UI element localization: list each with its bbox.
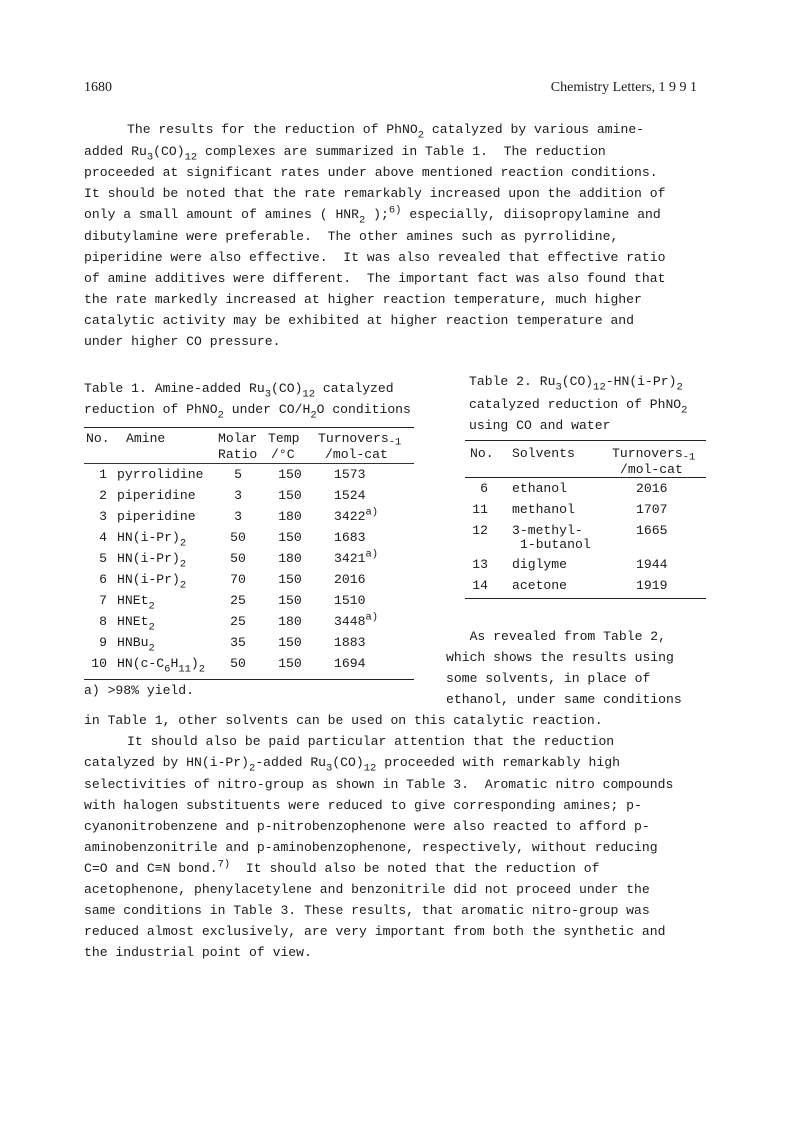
- column-header-solvents: Solvents: [512, 446, 575, 461]
- paragraph-line: ethanol, under same conditions: [446, 692, 682, 707]
- column-header-temp-unit: /°C: [271, 447, 295, 462]
- table-cell-no: 11: [472, 502, 488, 517]
- paragraph-line: of amine additives were different. The important fact was also found that: [84, 271, 666, 286]
- paragraph-line: the rate markedly increased at higher reaction temperature, much higher: [84, 292, 642, 307]
- table-cell-ratio: 50: [230, 551, 246, 566]
- paragraph-line: piperidine were also effective. It was also revealed that effective ratio: [84, 250, 666, 265]
- table-1-caption: reduction of PhNO$_2$ under $CO/H_2O$ conditions: [84, 402, 411, 422]
- paragraph-line: dibutylamine were preferable. The other amines such as pyrrolidine,: [84, 229, 619, 244]
- paragraph-line: catalyzed by $HN(i-Pr)_2$-added $Ru_3(CO)_{12}$ proceeded with remarkably high: [84, 755, 620, 775]
- table-cell-turnovers: 1665: [636, 523, 668, 538]
- table-cell-no: 12: [472, 523, 488, 538]
- table-cell-temp: 180: [278, 551, 302, 566]
- table-2-caption: catalyzed reduction of PhNO$_2$: [469, 397, 688, 417]
- page-number: 1680: [84, 80, 112, 95]
- table-cell-amine: $HN(i-Pr)_2$: [117, 530, 187, 550]
- table-cell-temp: 150: [278, 656, 302, 671]
- column-header-temp: Temp: [268, 431, 300, 446]
- table-2-bottom-rule: [465, 598, 706, 599]
- table-1-header-rule: [84, 463, 414, 464]
- table-cell-ratio: 25: [230, 593, 246, 608]
- table-cell-no: 8: [99, 614, 107, 629]
- table-cell-amine: $HN(i-Pr)_2$: [117, 572, 187, 592]
- table-cell-temp: 150: [278, 530, 302, 545]
- column-header-no: No.: [470, 446, 494, 461]
- column-header-turnovers: Turnovers$_{-1}$: [612, 446, 696, 464]
- table-cell-solvent: 3-methyl-: [512, 523, 583, 538]
- table-cell-temp: 180: [278, 509, 302, 524]
- paragraph-line: aminobenzonitrile and p-aminobenzophenone, respectively, without reducing: [84, 840, 658, 855]
- table-cell-no: 4: [99, 530, 107, 545]
- table-cell-turnovers: 3421$^{a)}$: [334, 548, 379, 566]
- table-cell-temp: 150: [278, 488, 302, 503]
- table-cell-ratio: 50: [230, 530, 246, 545]
- table-cell-turnovers: 1694: [334, 656, 366, 671]
- paragraph-line: It should also be paid particular attention that the reduction: [127, 734, 615, 749]
- paragraph-line: some solvents, in place of: [446, 671, 651, 686]
- table-cell-temp: 150: [278, 467, 302, 482]
- table-cell-solvent: methanol: [512, 502, 575, 517]
- paragraph-line: C=O and C≡N bond.$^{7)}$ It should also be noted that the reduction of: [84, 858, 600, 876]
- table-cell-turnovers: 1919: [636, 578, 668, 593]
- table-cell-no: 1: [99, 467, 107, 482]
- table-2-header-rule: [465, 477, 706, 478]
- table-cell-no: 6: [99, 572, 107, 587]
- table-cell-turnovers: 1510: [334, 593, 366, 608]
- table-cell-turnovers: 1573: [334, 467, 366, 482]
- paragraph-line: added $Ru_3(CO)_{12}$ complexes are summarized in Table 1. The reduction: [84, 144, 606, 164]
- table-cell-no: 6: [480, 481, 488, 496]
- table-cell-temp: 150: [278, 593, 302, 608]
- table-2-caption: Table 2. $Ru_3(CO)_{12}-HN(i-Pr)_2$: [469, 374, 683, 394]
- table-cell-turnovers: 1683: [334, 530, 366, 545]
- table-cell-ratio: 50: [230, 656, 246, 671]
- table-cell-ratio: 3: [234, 488, 242, 503]
- journal-header: Chemistry Letters, 1 9 9 1: [550, 80, 697, 95]
- paragraph-line: proceeded at significant rates under above mentioned reaction conditions.: [84, 165, 658, 180]
- table-2-caption: using CO and water: [469, 418, 611, 433]
- table-cell-temp: 180: [278, 614, 302, 629]
- column-header-turnovers: Turnovers$_{-1}$: [318, 431, 402, 449]
- paragraph-line: As revealed from Table 2,: [446, 629, 667, 644]
- table-cell-no: 2: [99, 488, 107, 503]
- table-cell-no: 10: [91, 656, 107, 671]
- paragraph-line: catalytic activity may be exhibited at higher reaction temperature and: [84, 313, 635, 328]
- paragraph-line: acetophenone, phenylacetylene and benzonitrile did not proceed under the: [84, 882, 650, 897]
- table-cell-amine: HNEt$_2$: [117, 593, 155, 613]
- table-cell-turnovers: 1944: [636, 557, 668, 572]
- table-cell-amine: piperidine: [117, 509, 196, 524]
- table-cell-amine: HNBu$_2$: [117, 635, 155, 655]
- paragraph-line: reduced almost exclusively, are very important from both the synthetic and: [84, 924, 666, 939]
- table-cell-ratio: 25: [230, 614, 246, 629]
- table-cell-solvent: 1-butanol: [520, 537, 591, 552]
- table-cell-turnovers: 1707: [636, 502, 668, 517]
- column-header-turnovers-unit: /mol-cat: [325, 447, 388, 462]
- table-cell-no: 7: [99, 593, 107, 608]
- paragraph-line: under higher CO pressure.: [84, 334, 281, 349]
- column-header-amine: Amine: [126, 431, 166, 446]
- table-cell-ratio: 3: [234, 509, 242, 524]
- paragraph-line: which shows the results using: [446, 650, 674, 665]
- table-cell-amine: $HN(i-Pr)_2$: [117, 551, 187, 571]
- column-header-turnovers-unit: /mol-cat: [620, 462, 683, 477]
- table-1-top-rule: [84, 427, 414, 428]
- table-cell-temp: 150: [278, 572, 302, 587]
- table-cell-amine: piperidine: [117, 488, 196, 503]
- table-cell-solvent: ethanol: [512, 481, 568, 496]
- table-2-top-rule: [465, 440, 706, 441]
- table-cell-turnovers: 3422$^{a)}$: [334, 506, 379, 524]
- table-cell-ratio: 5: [234, 467, 242, 482]
- paragraph-line: with halogen substituents were reduced to give corresponding amines; p-: [84, 798, 642, 813]
- table-1-caption: Table 1. Amine-added $Ru_3(CO)_{12}$ catalyzed: [84, 381, 394, 401]
- column-header-molar: Molar: [218, 431, 258, 446]
- paragraph-line: the industrial point of view.: [84, 945, 312, 960]
- table-cell-no: 9: [99, 635, 107, 650]
- table-cell-turnovers: 1524: [334, 488, 366, 503]
- paragraph-line: cyanonitrobenzene and p-nitrobenzophenone were also reacted to afford p-: [84, 819, 650, 834]
- column-header-no: No.: [86, 431, 110, 446]
- table-cell-no: 3: [99, 509, 107, 524]
- table-cell-ratio: 70: [230, 572, 246, 587]
- table-cell-amine: HNEt$_2$: [117, 614, 155, 634]
- paragraph-line: only a small amount of amines ( $HNR_2$ );$^{6)}$ especially, diisopropylamine and: [84, 204, 661, 227]
- column-header-ratio: Ratio: [218, 447, 258, 462]
- table-cell-turnovers: 1883: [334, 635, 366, 650]
- table-cell-no: 5: [99, 551, 107, 566]
- table-cell-solvent: acetone: [512, 578, 568, 593]
- paragraph-line: The results for the reduction of PhNO$_2$ catalyzed by various amine-: [127, 122, 645, 142]
- table-cell-turnovers: 2016: [334, 572, 366, 587]
- table-cell-amine: pyrrolidine: [117, 467, 204, 482]
- table-cell-no: 13: [472, 557, 488, 572]
- table-cell-amine: $HN(c-C_6H_{11})_2$: [117, 656, 206, 676]
- paragraph-line: selectivities of nitro-group as shown in Table 3. Aromatic nitro compounds: [84, 777, 674, 792]
- paragraph-line: same conditions in Table 3. These results, that aromatic nitro-group was: [84, 903, 650, 918]
- table-cell-no: 14: [472, 578, 488, 593]
- table-cell-temp: 150: [278, 635, 302, 650]
- table-1-footnote: a) >98% yield.: [84, 683, 195, 698]
- table-cell-solvent: diglyme: [512, 557, 568, 572]
- table-cell-turnovers: 2016: [636, 481, 668, 496]
- table-cell-turnovers: 3448$^{a)}$: [334, 611, 379, 629]
- paragraph-line: It should be noted that the rate remarkably increased upon the addition of: [84, 186, 666, 201]
- table-cell-ratio: 35: [230, 635, 246, 650]
- paragraph-line: in Table 1, other solvents can be used on this catalytic reaction.: [84, 713, 603, 728]
